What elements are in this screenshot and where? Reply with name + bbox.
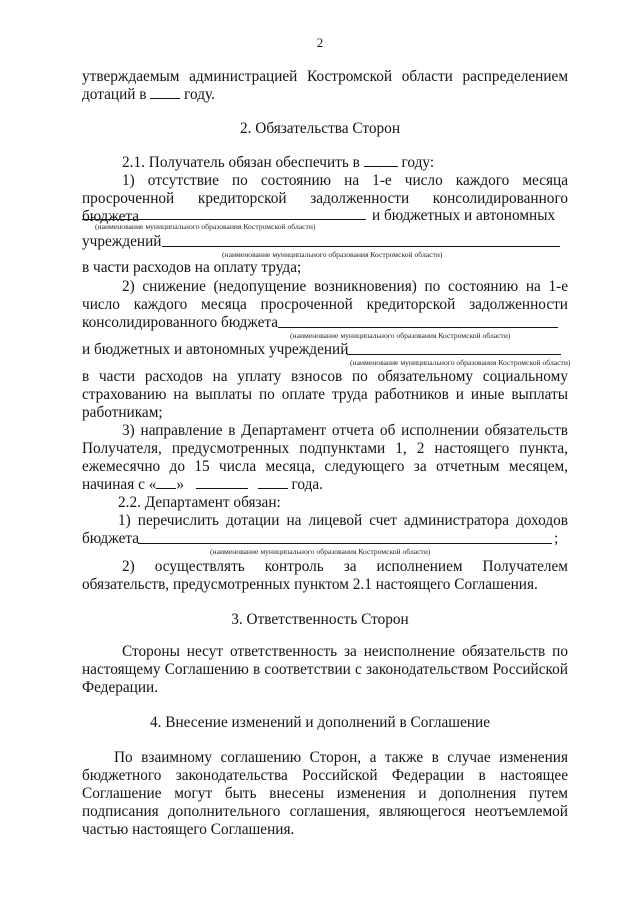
municipality-blank [82,219,366,220]
section-4-title: 4. Внесение изменений и дополнений в Соглашение [149,714,491,731]
item-2-line-3: консолидированного бюджета [82,314,279,331]
municipality-blank [138,543,552,544]
clause-2-2-item-2-line-1: 2) осуществлять контроль за исполнением Получателем [122,558,568,575]
municipality-blank [278,327,558,328]
clause-2-2-item-2-line-2: обязательств, предусмотренных пунктом 2.1 настоящего Соглашения. [82,576,538,593]
item-2-line-4: и бюджетных и автономных учреждений [82,341,349,358]
clause-2-1: 2.1. Получатель обязан обеспечить в году: [122,154,435,171]
page-number: 2 [316,35,324,50]
field-caption: (наименование муниципального образования Костромской области) [222,250,443,259]
year-blank [364,154,398,167]
item-2-line-5: в части расходов на уплату взносов по обязательному социальному [82,368,568,385]
item-1-line-3: и бюджетных и автономных [372,207,556,224]
section-3-line-1: Стороны несут ответственность за неисполнение обязательств по [122,643,568,660]
field-caption: (наименование муниципального образования Костромской области) [95,222,316,231]
clause-2-2: 2.2. Департамент обязан: [118,494,281,511]
section-2-title: 2. Обязательства Сторон [239,120,401,137]
item-2-line-1: 2) снижение (недопущение возникновения) по состоянию на 1-е [122,278,568,295]
section-3-line-3: Федерации. [82,679,159,696]
clause-2-2-item-1-line-2: бюджета [82,530,140,547]
item-1-line-2: просроченной кредиторской задолженности консолидированного бюджета [82,190,568,225]
year-blank [258,476,288,489]
item-2-line-7: работникам; [82,404,163,421]
section-3-title: 3. Ответственность Сторон [231,611,409,628]
item-1-line-1: 1) отсутствие по состоянию на 1-е число каждого месяца [122,172,568,189]
item-3-line-2: Получателя, предусмотренных подпунктами 1, 2 настоящего пункта, [82,440,568,457]
item-3-line-1: 3) направление в Департамент отчета об исполнении обязательств [122,422,568,439]
year-blank [150,86,180,99]
intro-line-1: утверждаемым администрацией Костромской области распределением [82,68,568,85]
item-3-line-4: начиная с « » года. [82,476,323,493]
field-caption: (наименование муниципального образования Костромской области) [210,547,431,556]
field-caption: (наименование муниципального образования Костромской области) [350,358,571,367]
item-3-line-3: ежемесячно до 15 числа месяца, следующего за отчетным месяцем, [82,458,568,475]
item-2-line-6: страхованию на выплаты по оплате труда работников и иные выплаты [82,386,568,403]
section-4-line-2: бюджетного законодательства Российской Федерации в настоящее [82,767,568,784]
item-2-line-2: число каждого месяца просроченной кредиторской задолженности [82,296,568,313]
item-1-line-5: в части расходов на оплату труда; [82,259,302,276]
section-4-line-4: подписания дополнительного соглашения, являющегося неотъемлемой [82,803,568,820]
section-4-line-5: частью настоящего Соглашения. [82,821,295,838]
clause-2-2-item-1-line-1: 1) перечислить дотации на лицевой счет администратора доходов [118,512,568,529]
municipality-blank [347,354,561,355]
section-4-line-1: По взаимному соглашению Сторон, а также в случае изменения [114,749,568,766]
section-3-line-2: настоящему Соглашению в соответствии с законодательством Российской [82,661,568,678]
section-4-line-3: Соглашение могут быть внесены изменения и дополнения путем [82,785,568,802]
item-1-line-4: учреждений [82,233,162,250]
month-blank [196,476,248,489]
semicolon: ; [554,530,559,547]
municipality-blank [162,246,560,247]
field-caption: (наименование муниципального образования Костромской области) [290,331,511,340]
intro-line-2: дотаций в году. [82,86,215,103]
day-blank [156,476,176,489]
